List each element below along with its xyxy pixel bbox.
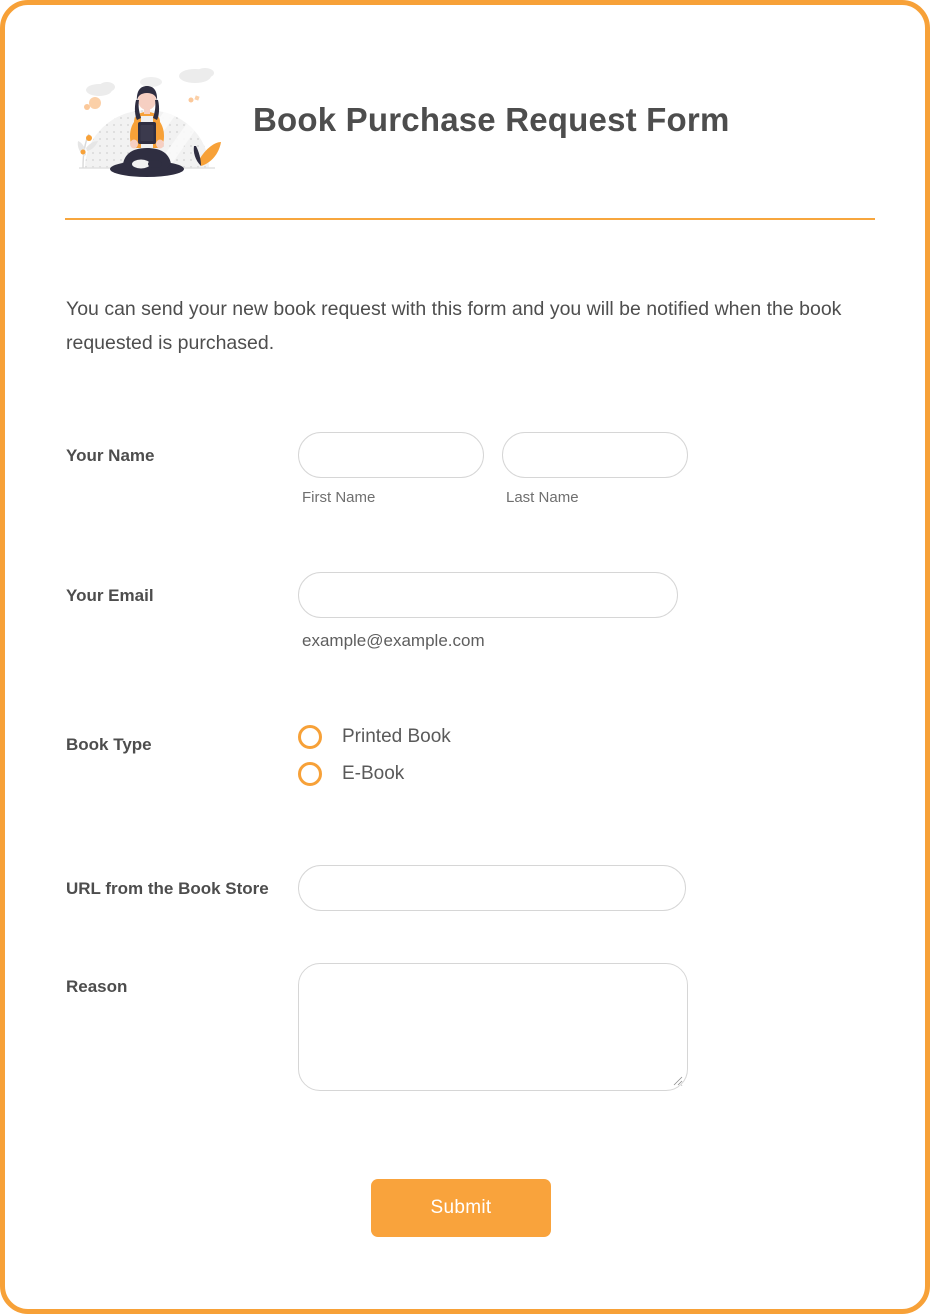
email-sublabel: example@example.com	[302, 631, 485, 651]
form-container	[5, 5, 925, 1237]
email-input[interactable]	[298, 572, 678, 618]
woman-reading-illustration	[63, 60, 231, 180]
label-book-type: Book Type	[66, 735, 152, 755]
submit-row	[5, 1179, 925, 1237]
last-name-input[interactable]	[502, 432, 688, 478]
field-row-name	[5, 432, 925, 506]
radio-option-printed-book[interactable]	[298, 725, 925, 749]
radio-label-printed-book: Printed Book	[342, 726, 451, 748]
reason-textarea[interactable]	[298, 963, 688, 1091]
radio-circle-icon[interactable]	[298, 762, 322, 786]
radio-label-ebook: E-Book	[342, 763, 405, 785]
page-title: Book Purchase Request Form	[253, 101, 730, 139]
field-row-url	[5, 865, 925, 911]
book-type-radio-group	[298, 721, 925, 799]
header-divider	[65, 218, 875, 220]
form-header	[5, 5, 925, 180]
radio-circle-icon[interactable]	[298, 725, 322, 749]
label-your-email: Your Email	[66, 586, 154, 606]
field-row-email	[5, 572, 925, 651]
last-name-group	[502, 432, 688, 506]
name-controls	[298, 432, 925, 506]
submit-button[interactable]: Submit	[371, 1179, 551, 1237]
reason-controls	[298, 963, 925, 1091]
label-url-from-book-store: URL from the Book Store	[66, 879, 269, 899]
first-name-sublabel: First Name	[302, 489, 376, 507]
first-name-input[interactable]	[298, 432, 484, 478]
form-description: You can send your new book request with this form and you will be notified when the book requested is purchased.	[66, 298, 842, 355]
radio-option-ebook[interactable]	[298, 762, 925, 786]
label-your-name: Your Name	[66, 446, 155, 466]
url-controls	[298, 865, 925, 911]
first-name-group	[298, 432, 484, 506]
field-row-book-type	[5, 721, 925, 799]
last-name-sublabel: Last Name	[506, 489, 579, 507]
label-reason: Reason	[66, 977, 128, 997]
email-controls	[298, 572, 925, 651]
field-row-reason	[5, 963, 925, 1091]
url-input[interactable]	[298, 865, 686, 911]
